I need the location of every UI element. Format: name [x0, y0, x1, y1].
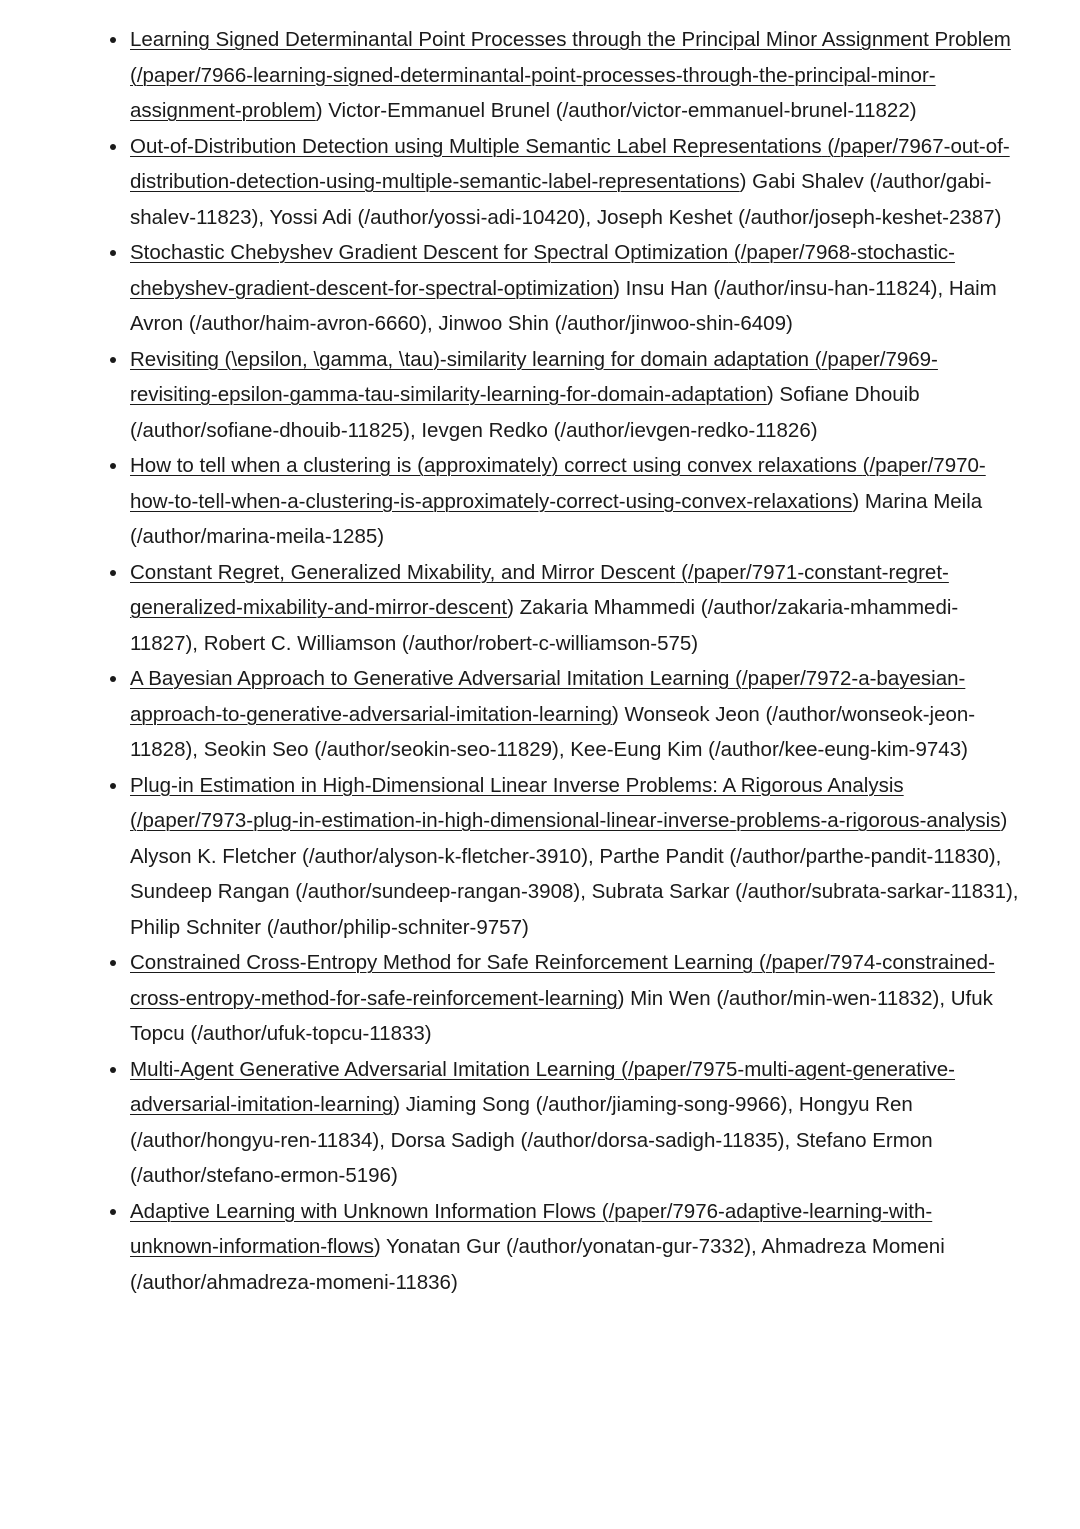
paper-title: Multi-Agent Generative Adversarial Imitation Learning [130, 1057, 616, 1081]
paper-title: A Bayesian Approach to Generative Adversarial Imitation Learning [130, 667, 730, 690]
paper-title: Out-of-Distribution Detection using Multiple Semantic Label Representations [130, 134, 822, 158]
paper-title: Stochastic Chebyshev Gradient Descent for Spectral Optimization [130, 241, 729, 264]
paper-title: Constant Regret, Generalized Mixability, and Mirror Descent [130, 560, 676, 584]
paper-path: (/paper/7966-learning-signed-determinantal-point-processes-through-the-principal-minor-assignment-problem [130, 63, 936, 122]
paper-list-item [130, 1052, 1020, 1194]
paper-list-item [130, 661, 1020, 768]
paper-list-item [130, 945, 1020, 1052]
paper-path: (/paper/7972-a-bayesian-approach-to-generative-adversarial-imitation-learning [130, 667, 966, 726]
paper-title: Plug-in Estimation in High-Dimensional Linear Inverse Problems: A Rigorous Analysis [130, 773, 904, 797]
paper-list-item [130, 768, 1020, 946]
paper-list-item [130, 448, 1020, 555]
paper-list-item [130, 22, 1020, 129]
paper-list-item [130, 555, 1020, 662]
paper-list-item [130, 129, 1020, 236]
paper-authors: ) Alyson K. Fletcher (/author/alyson-k-fletcher-3910), Parthe Pandit (/author/parthe-pandit-11830), Sundeep Rangan (/author/sundeep-rangan-3908), Subrata Sarkar (/author/subrata-sarkar-11831), Philip Schniter (/author/philip-schniter-9757) [130, 809, 1019, 939]
paper-path: (/paper/7971-constant-regret-generalized-mixability-and-mirror-descent [130, 560, 949, 619]
paper-authors: ) Wonseok Jeon (/author/wonseok-jeon-11828), Seokin Seo (/author/seokin-seo-11829), Kee-Eung Kim (/author/kee-eung-kim-9743) [130, 702, 976, 761]
paper-authors: ) Insu Han (/author/insu-han-11824), Haim Avron (/author/haim-avron-6660), Jinwoo Shin (/author/jinwoo-shin-6409) [130, 276, 997, 335]
paper-list-item [130, 235, 1020, 342]
paper-title: Adaptive Learning with Unknown Information Flows [130, 1199, 597, 1223]
paper-path: (/paper/7970-how-to-tell-when-a-clustering-is-approximately-correct-using-convex-relaxations [130, 454, 986, 513]
paper-path: (/paper/7974-constrained-cross-entropy-method-for-safe-reinforcement-learning [130, 951, 995, 1010]
paper-authors: ) Min Wen (/author/min-wen-11832), Ufuk Topcu (/author/ufuk-topcu-11833) [130, 986, 993, 1045]
paper-path: (/paper/7973-plug-in-estimation-in-high-dimensional-linear-inverse-problems-a-rigorous-analysis [130, 809, 1001, 832]
paper-authors: ) Yonatan Gur (/author/yonatan-gur-7332), Ahmadreza Momeni (/author/ahmadreza-momeni-11836) [130, 1235, 945, 1294]
paper-list-item [130, 342, 1020, 449]
paper-title: Constrained Cross-Entropy Method for Safe Reinforcement Learning [130, 951, 754, 974]
paper-authors: ) Marina Meila (/author/marina-meila-1285) [130, 489, 983, 548]
paper-path: (/paper/7976-adaptive-learning-with-unknown-information-flows [130, 1199, 933, 1258]
paper-title: How to tell when a clustering is (approximately) correct using convex relaxations [130, 454, 857, 477]
paper-authors: ) Zakaria Mhammedi (/author/zakaria-mhammedi-11827), Robert C. Williamson (/author/robert-c-williamson-575) [130, 596, 959, 655]
paper-path: (/paper/7968-stochastic-chebyshev-gradient-descent-for-spectral-optimization [130, 241, 955, 300]
paper-title: Revisiting (\epsilon, \gamma, \tau)-similarity learning for domain adaptation [130, 347, 810, 371]
paper-authors: ) Jiaming Song (/author/jiaming-song-9966), Hongyu Ren (/author/hongyu-ren-11834), Dorsa Sadigh (/author/dorsa-sadigh-11835), Stefano Ermon (/author/stefano-ermon-5196) [130, 1093, 933, 1187]
paper-title: Learning Signed Determinantal Point Processes through the Principal Minor Assignment Problem [130, 28, 1011, 51]
paper-list-item [130, 1194, 1020, 1301]
paper-link[interactable] [130, 774, 1001, 833]
paper-authors: ) Victor-Emmanuel Brunel (/author/victor-emmanuel-brunel-11822) [315, 99, 917, 122]
paper-authors: ) Gabi Shalev (/author/gabi-shalev-11823), Yossi Adi (/author/yossi-adi-10420), Joseph Keshet (/author/joseph-keshet-2387) [130, 170, 1002, 229]
paper-path: (/paper/7969-revisiting-epsilon-gamma-tau-similarity-learning-for-domain-adaptation [130, 347, 938, 406]
paper-path: (/paper/7975-multi-agent-generative-adversarial-imitation-learning [130, 1057, 956, 1116]
paper-path: (/paper/7967-out-of-distribution-detection-using-multiple-semantic-label-representations [130, 134, 1010, 193]
paper-authors: ) Sofiane Dhouib (/author/sofiane-dhouib-11825), Ievgen Redko (/author/ievgen-redko-11826) [130, 383, 920, 442]
